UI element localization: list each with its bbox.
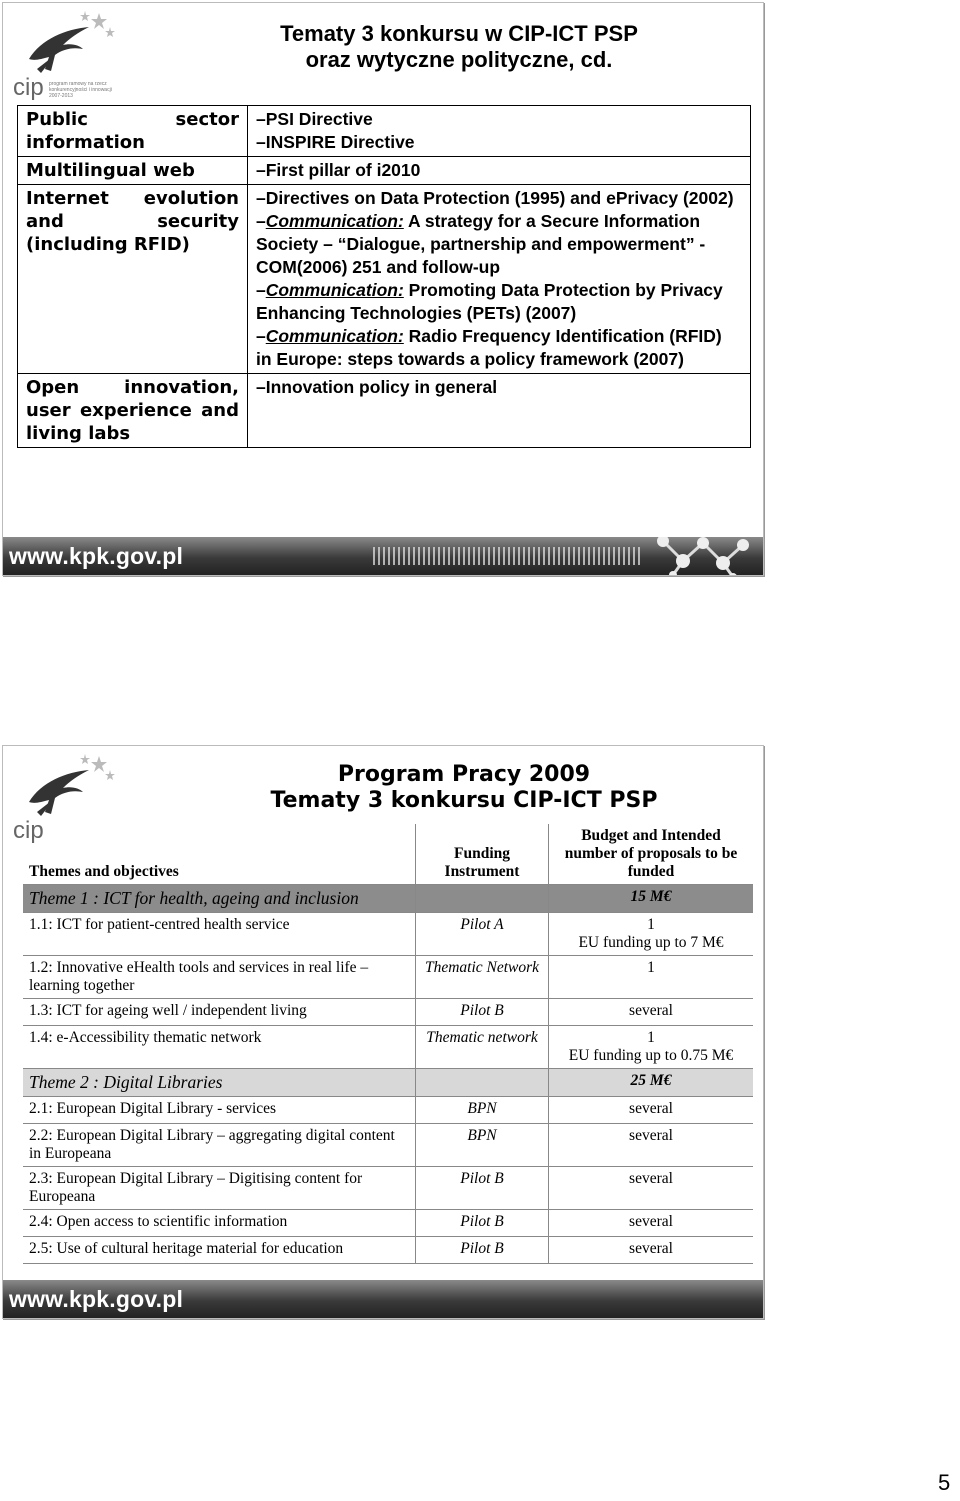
theme-row: Theme 1 : ICT for health, ageing and inclusion 15 M€: [23, 885, 753, 913]
table-row: 1.4: e-Accessibility thematic network Thematic network 1 EU funding up to 0.75 M€: [23, 1026, 753, 1069]
policy-item: –Communication: Radio Frequency Identification (RFID) in Europe: steps towards a policy framework (2007): [256, 326, 722, 369]
table-row: 2.1: European Digital Library - services BPN several: [23, 1097, 753, 1124]
policy-item: –Communication: Promoting Data Protection by Privacy Enhancing Technologies (PETs) (2007): [256, 280, 723, 323]
table-row: [18, 374, 751, 448]
table-row: 2.5: Use of cultural heritage material for education Pilot B several: [23, 1237, 753, 1264]
cip-logo: [11, 9, 121, 109]
table-row: 2.3: European Digital Library – Digitising content for Europeana Pilot B several: [23, 1167, 753, 1210]
slide-2: [2, 745, 764, 1319]
header-budget: Budget and Intended number of proposals to be funded: [549, 824, 754, 885]
logo-text: cip: [13, 817, 44, 844]
footer-decoration: [373, 547, 643, 565]
molecule-icon: [643, 537, 763, 575]
svg-text:program ramowy na rzecz: program ramowy na rzecz: [49, 81, 107, 87]
theme-row: Theme 2 : Digital Libraries 25 M€: [23, 1069, 753, 1097]
header-funding: Funding Instrument: [416, 824, 549, 885]
row-policies: –Innovation policy in general: [248, 374, 751, 448]
theme-budget: 25 M€: [549, 1069, 754, 1097]
table-row: 1.1: ICT for patient-centred health service Pilot A 1 EU funding up to 7 M€: [23, 913, 753, 956]
row-topic: Open innovation, user experience and living labs: [18, 374, 248, 448]
table-row: 2.4: Open access to scientific information Pilot B several: [23, 1210, 753, 1237]
logo-text: cip: [13, 74, 44, 101]
row-policies: –First pillar of i2010: [248, 157, 751, 185]
svg-text:2007-2013: 2007-2013: [49, 93, 73, 99]
header-themes: Themes and objectives: [23, 824, 416, 885]
policy-item: –Communication: A strategy for a Secure Information Society – “Dialogue, partnership and empowerment” - COM(2006) 251 and follow-up: [256, 211, 706, 277]
slide-footer: [3, 537, 763, 575]
theme-budget: 15 M€: [549, 885, 754, 913]
slide-title: Program Pracy 2009 Tematy 3 konkursu CIP-ICT PSP: [270, 762, 658, 813]
slide-footer: [3, 1280, 763, 1318]
row-policies: –PSI Directive –INSPIRE Directive: [248, 106, 751, 157]
table-row: 1.2: Innovative eHealth tools and services in real life – learning together Thematic Network 1: [23, 956, 753, 999]
row-topic: Multilingual web: [18, 157, 248, 185]
policy-table: [17, 105, 751, 448]
row-topic: Internet evolution and security (including RFID): [18, 185, 248, 374]
svg-text:konkurencyjności i innowacji: konkurencyjności i innowacji: [49, 87, 112, 93]
footer-url: www.kpk.gov.pl: [9, 543, 184, 569]
row-policies: [248, 185, 751, 374]
slide-1: [2, 2, 764, 576]
policy-item: –Directives on Data Protection (1995) and ePrivacy (2002): [256, 188, 734, 208]
page-number: 5: [938, 1470, 951, 1495]
table-row: [18, 157, 751, 185]
themes-table: [23, 824, 753, 1264]
table-header: [23, 824, 753, 885]
row-topic: Public sector information: [18, 106, 248, 157]
slide-title: Tematy 3 konkursu w CIP-ICT PSP oraz wytyczne polityczne, cd.: [280, 21, 638, 72]
table-row: 2.2: European Digital Library – aggregating digital content in Europeana BPN several: [23, 1124, 753, 1167]
table-row: 1.3: ICT for ageing well / independent living Pilot B several: [23, 999, 753, 1026]
table-row: [18, 106, 751, 157]
table-row: [18, 185, 751, 374]
footer-url: www.kpk.gov.pl: [9, 1286, 184, 1312]
